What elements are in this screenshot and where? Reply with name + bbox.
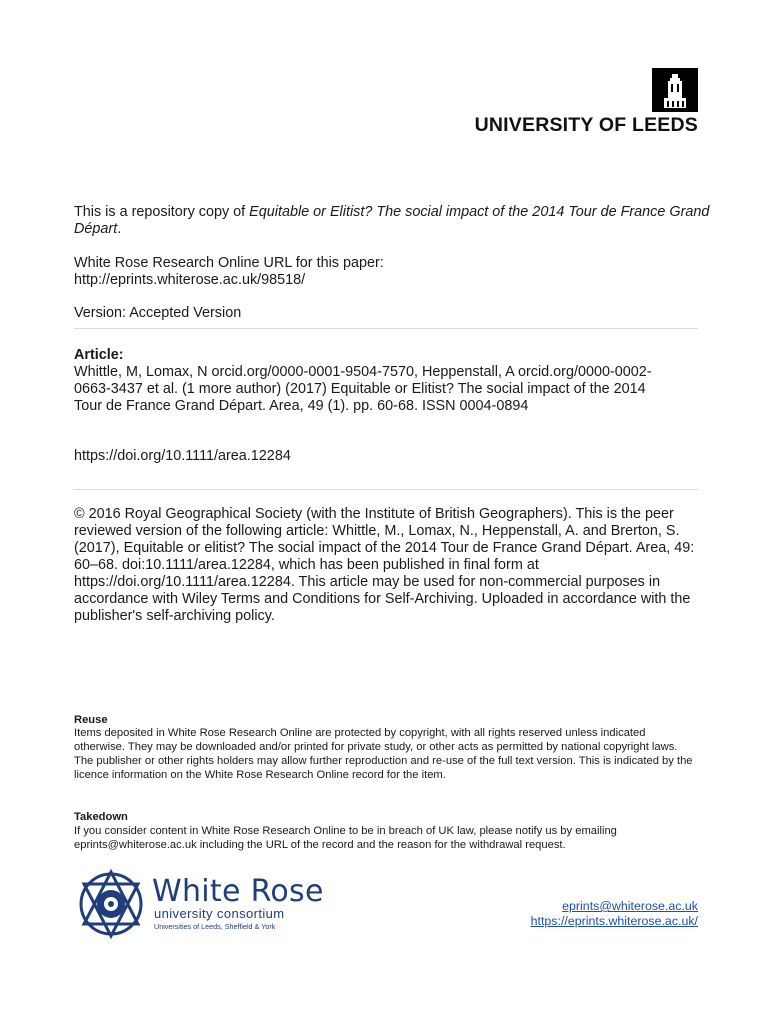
- intro-suffix: .: [117, 221, 122, 237]
- university-wordmark: UNIVERSITY OF LEEDS: [474, 114, 698, 136]
- version-text: Version: Accepted Version: [74, 305, 242, 321]
- takedown-heading: Takedown: [74, 811, 128, 823]
- reuse-heading: Reuse: [74, 714, 108, 726]
- contact-website-link[interactable]: https://eprints.whiterose.ac.uk/: [530, 914, 698, 928]
- divider: [74, 489, 698, 490]
- white-rose-subtitle: university consortium: [154, 906, 285, 921]
- repository-intro: [74, 204, 714, 238]
- article-citation: Whittle, M, Lomax, N orcid.org/0000-0001-9504-7570, Heppenstall, A orcid.org/0000-0002-0663-3437 et al. (1 more author) (2017) Equitable or Elitist? The social impact of the 2014 Tour de France Grand Départ. Area, 49 (1). pp. 60-68. ISSN 0004-0894: [74, 364, 652, 414]
- parkinson-building-icon: [652, 68, 698, 112]
- article-heading: Article:: [74, 347, 124, 363]
- doi-link[interactable]: https://doi.org/10.1111/area.12284: [74, 448, 291, 464]
- url-label: White Rose Research Online URL for this paper:: [74, 255, 384, 271]
- white-rose-universities: Universities of Leeds, Sheffield & York: [154, 922, 276, 931]
- takedown-text: If you consider content in White Rose Research Online to be in breach of UK law, please notify us by emailing eprints@whiterose.ac.uk including the URL of the record and the reason for the withdrawal request.: [74, 825, 617, 851]
- divider: [74, 328, 698, 329]
- reuse-text: Items deposited in White Rose Research Online are protected by copyright, with all rights reserved unless indicated otherwise. They may be downloaded and/or printed for private study, or other acts as permitted by national copyright laws. The publisher or other rights holders may allow further reproduction and re-use of the full text version. This is indicated by the licence information on the White Rose Research Online record for the item.: [74, 727, 693, 781]
- white-rose-emblem-icon: [74, 866, 148, 940]
- white-rose-name: White Rose: [152, 874, 324, 909]
- contact-email-link[interactable]: eprints@whiterose.ac.uk: [562, 899, 698, 913]
- white-rose-logo: [74, 866, 334, 944]
- intro-prefix: This is a repository copy of: [74, 204, 250, 220]
- paper-title: Equitable or Elitist? The social impact of the 2014 Tour de France Grand Départ: [74, 204, 710, 237]
- copyright-statement: © 2016 Royal Geographical Society (with the Institute of British Geographers). This is the peer reviewed version of the following article: Whittle, M., Lomax, N., Heppenstall, A. and Brerton, S. (2017), Equitable or elitist? The social impact of the 2014 Tour de France Grand Départ. Area, 49: 60–68. doi:10.1111/area.12284, which has been published in final form at https://doi.org/10.1111/area.12284. This article may be used for non-commercial purposes in accordance with Wiley Terms and Conditions for Self-Archiving. Uploaded in accordance with the publisher's self-archiving policy.: [74, 506, 695, 624]
- university-of-leeds-logo: [455, 66, 700, 138]
- paper-url[interactable]: http://eprints.whiterose.ac.uk/98518/: [74, 272, 306, 288]
